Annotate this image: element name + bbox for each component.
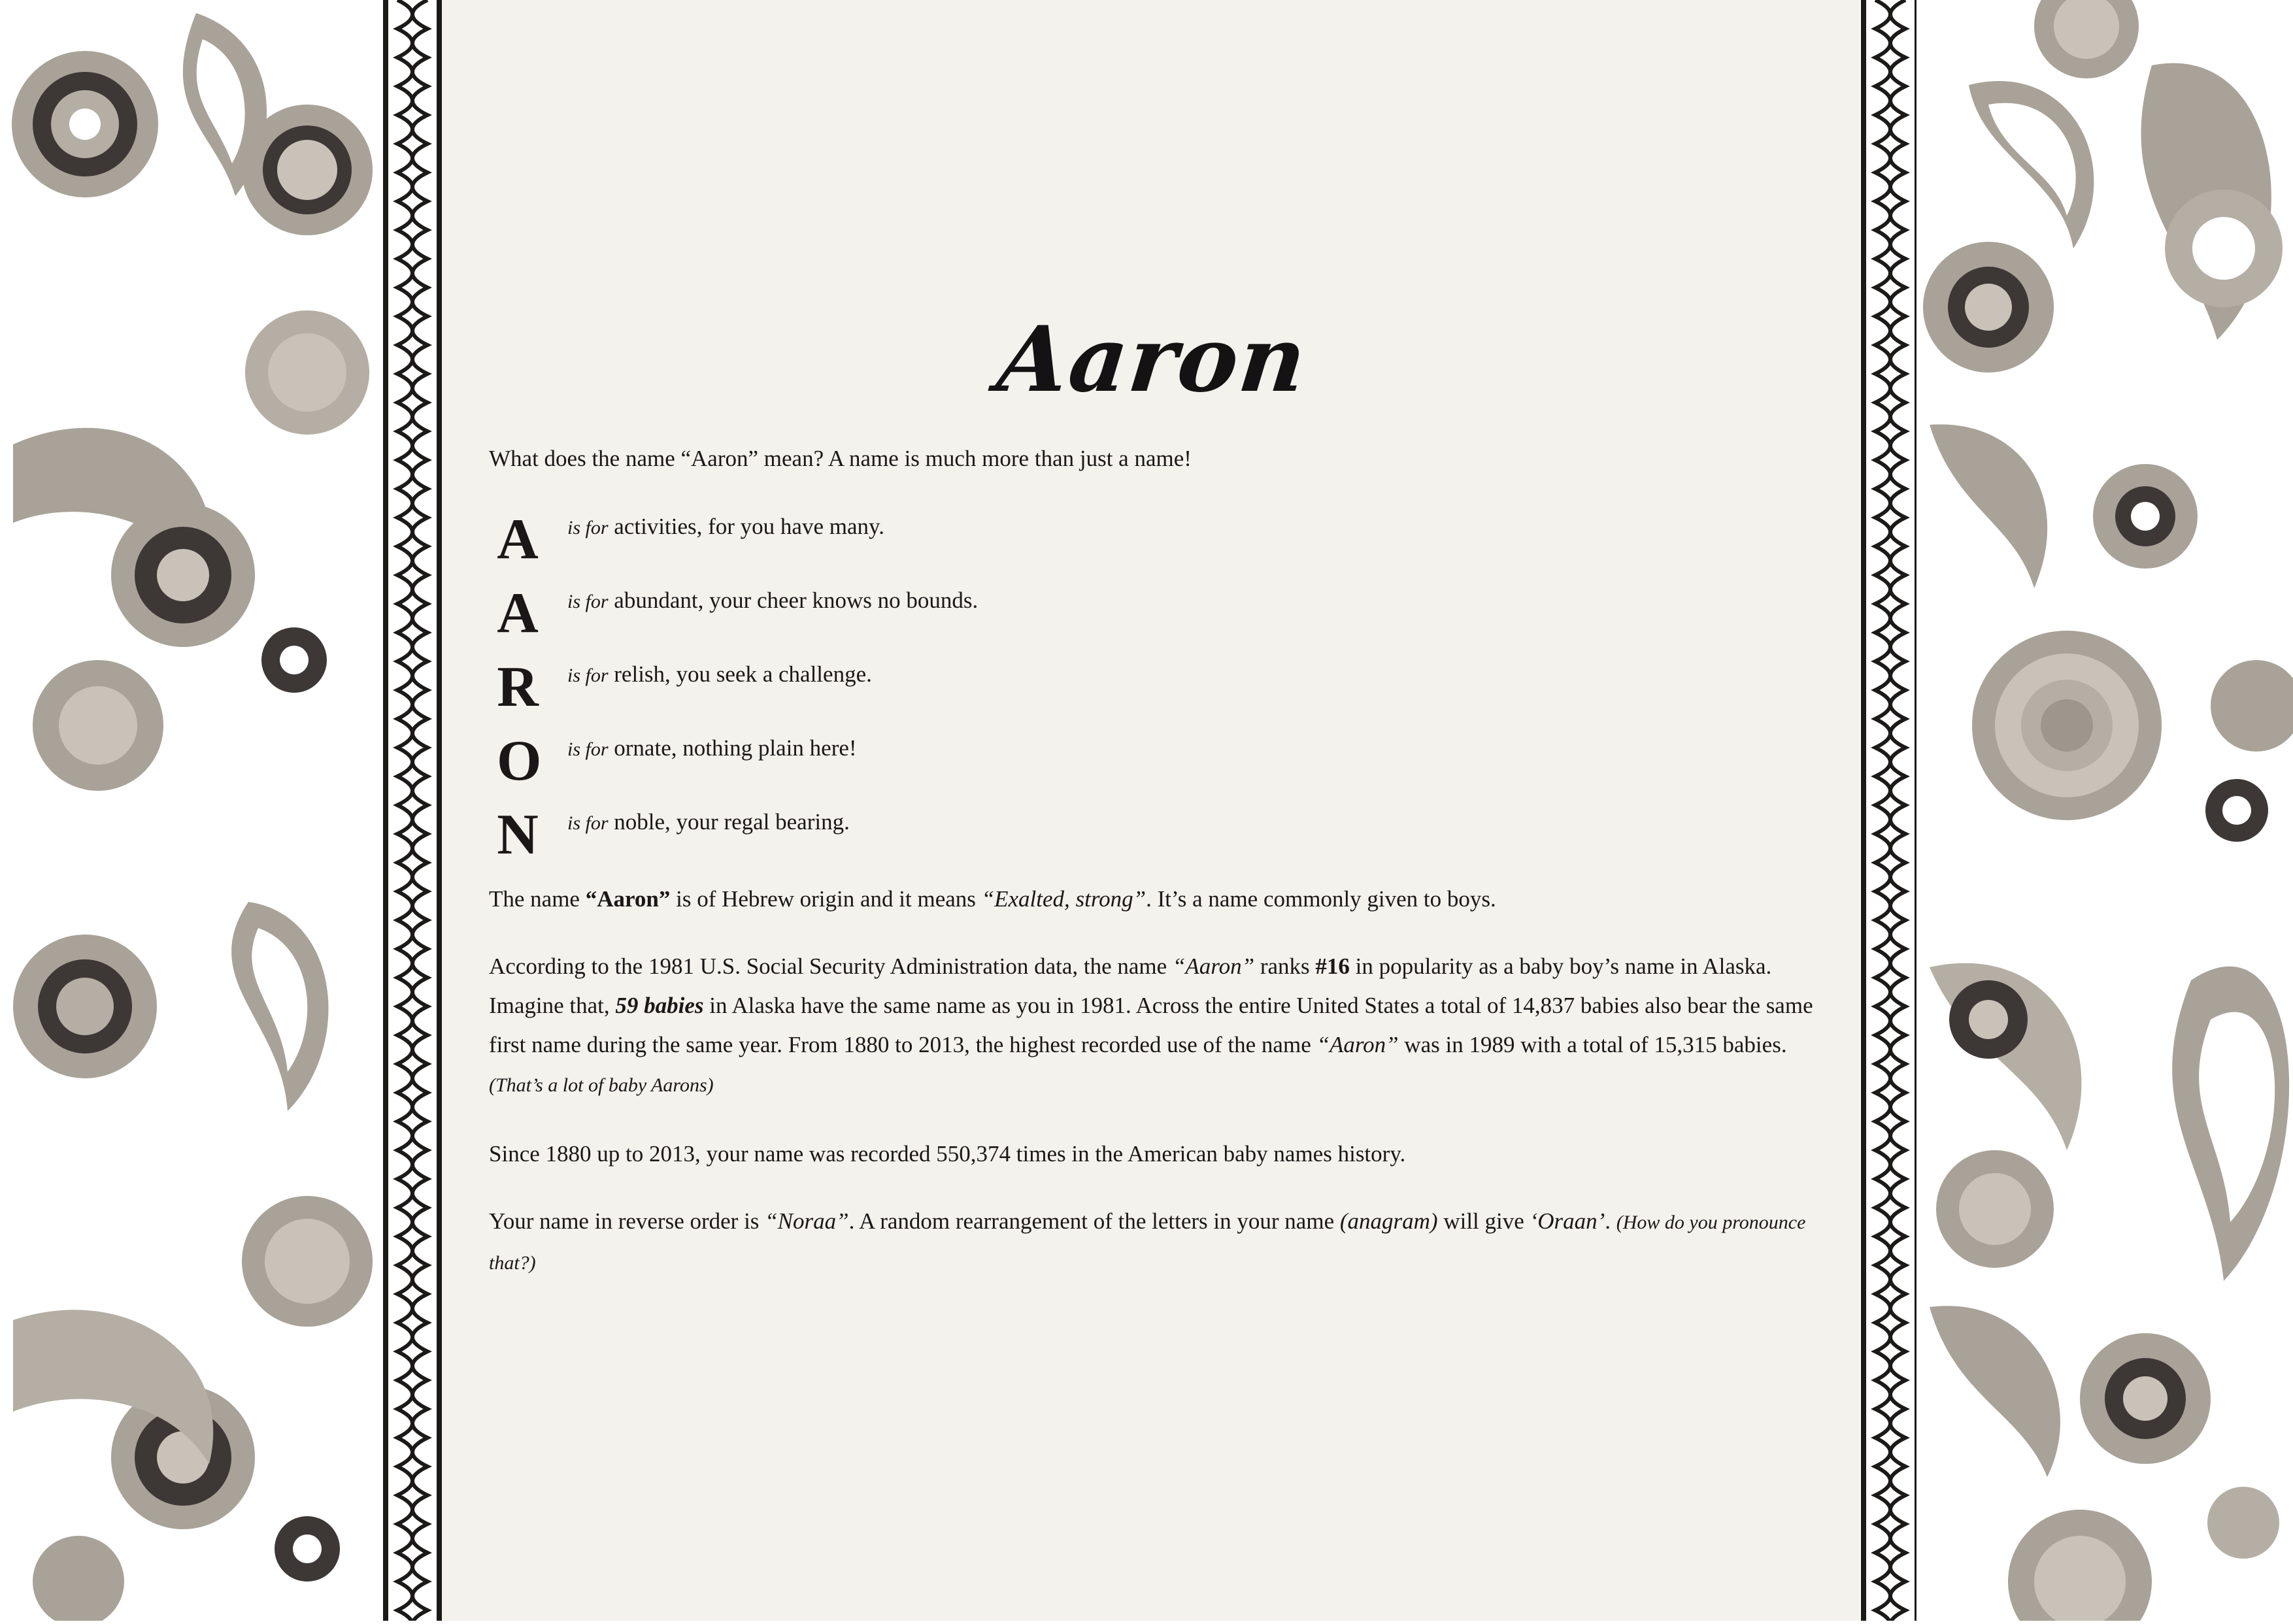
aside-note: (How do you pronounce that?) [489, 1212, 1806, 1274]
text-run: is of Hebrew origin and it means [670, 886, 982, 912]
name-highlight: “Aaron” [585, 886, 671, 912]
acrostic-meaning: activities, for you have many. [614, 514, 884, 539]
acrostic-prefix: is for [567, 591, 609, 612]
left-paisley-pattern [0, 0, 383, 1621]
left-braid-border [382, 0, 443, 1621]
acrostic-line [567, 514, 884, 540]
text-run: ranks [1254, 953, 1316, 979]
reversed-name: “Noraa” [765, 1208, 849, 1234]
text-run: in popularity as a baby boy’s name in Alaska. Imagine that, [489, 953, 1772, 1018]
meaning-highlight: “Exalted, strong” [981, 886, 1146, 912]
acrostic-prefix: is for [567, 517, 609, 539]
content-panel [442, 0, 1860, 1621]
acrostic-meaning: relish, you seek a challenge. [614, 661, 872, 687]
history-paragraph: Since 1880 up to 2013, your name was recorded 550,374 times in the American baby names history. [489, 1141, 1406, 1167]
text-run: will give [1437, 1208, 1530, 1234]
acrostic-line [567, 661, 872, 688]
text-run: . A random rearrangement of the letters in your name [848, 1208, 1340, 1234]
acrostic-letter: R [497, 655, 539, 719]
acrostic-meaning: ornate, nothing plain here! [614, 735, 857, 761]
rank-highlight: #16 [1315, 953, 1350, 979]
paisley-icon [1923, 0, 2293, 1621]
intro-text: What does the name “Aaron” mean? A name is much more than just a name! [489, 446, 1192, 471]
babies-highlight: 59 babies [615, 993, 704, 1018]
right-paisley-pattern [1916, 0, 2293, 1621]
text-run: was in 1989 with a total of 15,315 babies. [1398, 1032, 1787, 1057]
page-title: Aaron [992, 306, 1313, 412]
acrostic-meaning: abundant, your cheer knows no bounds. [614, 588, 979, 613]
acrostic-letter: A [497, 582, 539, 645]
origin-paragraph [489, 880, 1816, 919]
acrostic-prefix: is for [567, 812, 609, 834]
acrostic-line [567, 809, 850, 835]
name-highlight: “Aaron” [1316, 1032, 1399, 1057]
acrostic-letter: N [497, 803, 539, 867]
acrostic-prefix: is for [567, 665, 609, 686]
right-braid-border [1860, 0, 1921, 1621]
popularity-paragraph [489, 947, 1816, 1105]
text-run: . It’s a name commonly given to boys. [1146, 886, 1496, 912]
text-run: According to the 1981 U.S. Social Security Administration data, the name [489, 953, 1173, 979]
acrostic-letter: A [497, 508, 539, 571]
paisley-icon [12, 13, 373, 1621]
acrostic-prefix: is for [567, 738, 609, 760]
acrostic-meaning: noble, your regal bearing. [614, 809, 850, 835]
reverse-paragraph [489, 1202, 1816, 1283]
name-highlight: “Aaron” [1172, 953, 1255, 979]
text-run: Your name in reverse order is [489, 1208, 765, 1234]
acrostic-letter: O [497, 729, 542, 793]
text-run: . [1605, 1208, 1616, 1234]
aside-note: (That’s a lot of baby Aarons) [489, 1074, 714, 1096]
anagram-value: ‘Oraan’ [1530, 1208, 1605, 1234]
text-run: The name [489, 886, 586, 912]
text-run: in Alaska have the same name as you in 1981. Across the entire United States a total of 14,837 babies also bear the same first name during the same year. From 1880 to 2013, the highest recorded use of the name [489, 993, 1813, 1057]
acrostic-line [567, 588, 978, 614]
acrostic-line [567, 735, 857, 761]
anagram-label: (anagram) [1339, 1208, 1438, 1234]
